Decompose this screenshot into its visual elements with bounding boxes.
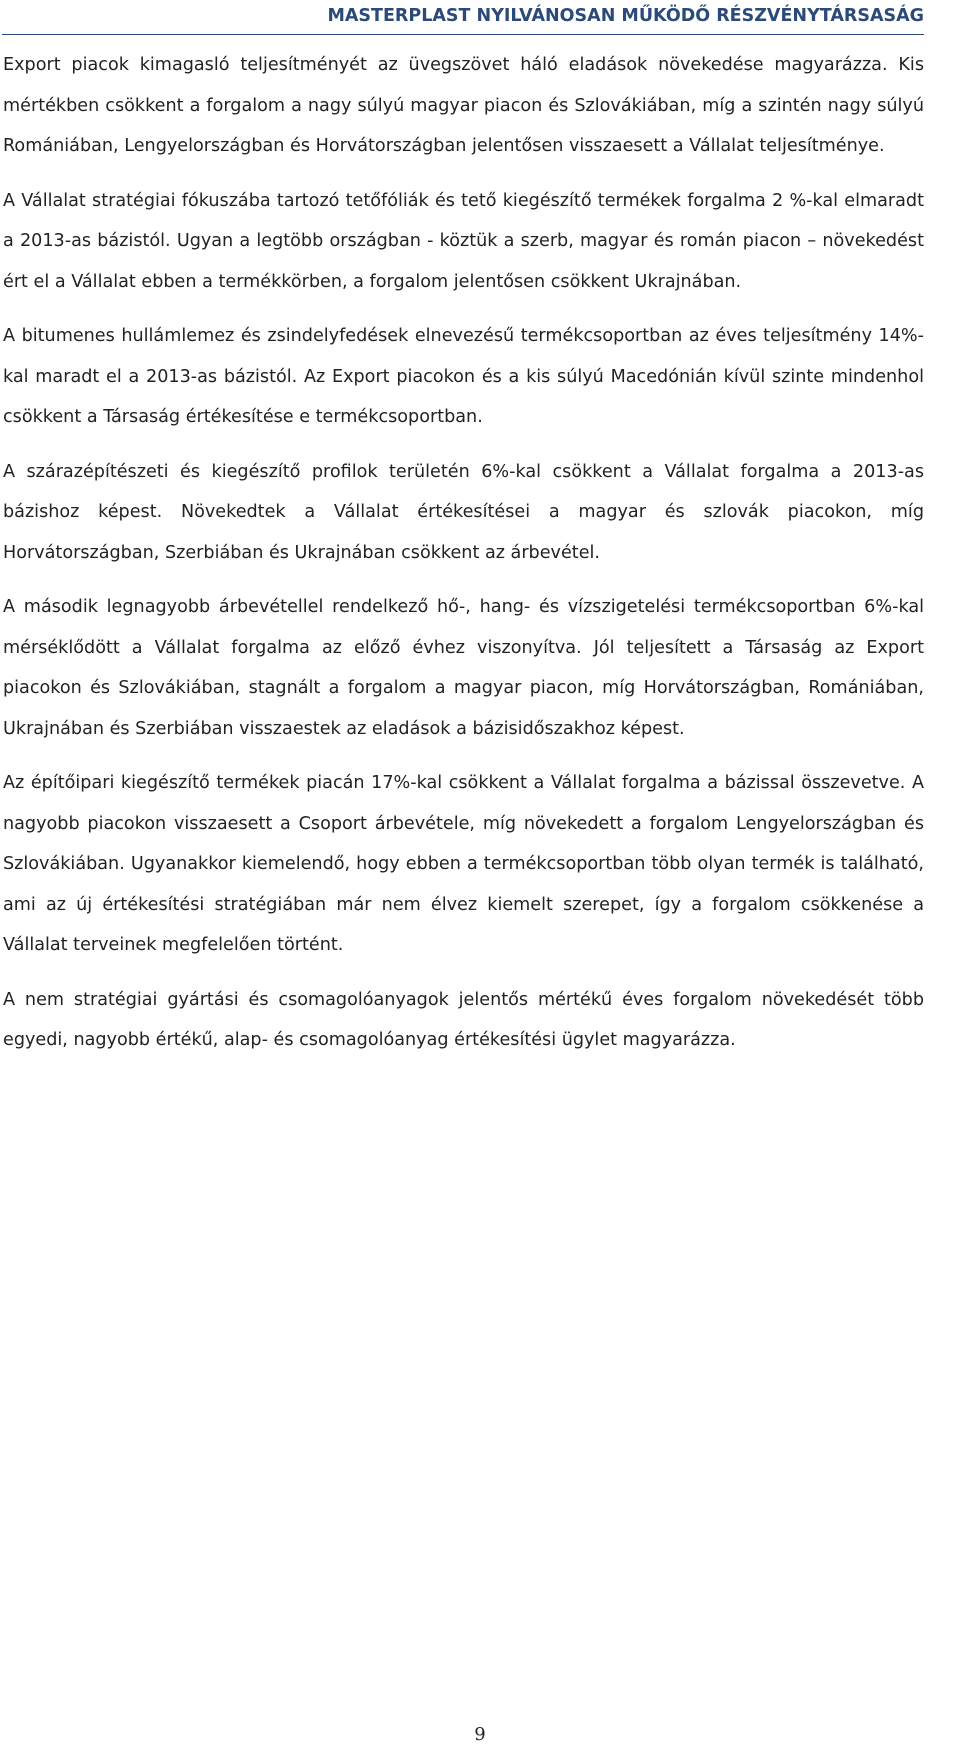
paragraph-export-markets: Export piacok kimagasló teljesítményét az üvegszövet háló eladások növekedése magyarázza. Kis mértékben csökkent a forgalom a nagy súlyú magyar piacon és Szlovákiában, míg a szintén nagy súlyú Romániában, Lengyelországban és Horvátországban jelentősen visszaesett a Vállalat teljesítménye. — [3, 55, 924, 156]
paragraph-insulation: A második legnagyobb árbevétellel rendelkező hő-, hang- és vízszigetelési termékcsoportban 6%-kal mérséklődött a Vállalat forgalma az előző évhez viszonyítva. Jól teljesített a Társaság az Export piacokon és Szlovákiában, stagnált a forgalom a magyar piacon, míg Horvátországban, Romániában, Ukrajnában és Szerbiában visszaestek az eladások a bázisidőszakhoz képest. — [3, 597, 924, 739]
paragraph-construction-accessories: Az építőipari kiegészítő termékek piacán 17%-kal csökkent a Vállalat forgalma a bázissal összevetve. A nagyobb piacokon visszaesett a Csoport árbevétele, míg növekedett a forgalom Lengyelországban és Szlovákiában. Ugyanakkor kiemelendő, hogy ebben a termékcsoportban több olyan termék is található, ami az új értékesítési stratégiában már nem élvez kiemelt szerepet, így a forgalom csökkenése a Vállalat terveinek megfelelően történt. — [3, 773, 924, 955]
header-divider — [2, 34, 924, 35]
page-number: 9 — [474, 1724, 486, 1745]
paragraph-bitumen-shingles: A bitumenes hullámlemez és zsindelyfedések elnevezésű termékcsoportban az éves teljesítmény 14%-kal maradt el a 2013-as bázistól. Az Export piacokon és a kis súlyú Macedónián kívül szinte mindenhol csökkent a Társaság értékesítése e termékcsoportban. — [3, 326, 924, 427]
document-body — [3, 45, 924, 1075]
paragraph-roof-foils: A Vállalat stratégiai fókuszába tartozó tetőfóliák és tető kiegészítő termékek forgalma 2 %-kal elmaradt a 2013-as bázistól. Ugyan a legtöbb országban - köztük a szerb, magyar és román piacon – növekedést ért el a Vállalat ebben a termékkörben, a forgalom jelentősen csökkent Ukrajnában. — [3, 190, 924, 292]
page-header-company-name: MASTERPLAST NYILVÁNOSAN MŰKÖDŐ RÉSZVÉNYTÁRSASÁG — [327, 6, 924, 26]
paragraph-non-strategic-materials: A nem stratégiai gyártási és csomagolóanyagok jelentős mértékű éves forgalom növekedését több egyedi, nagyobb értékű, alap- és csomagolóanyag értékesítési ügylet magyarázza. — [3, 989, 924, 1050]
paragraph-drywall-profiles: A szárazépítészeti és kiegészítő profilok területén 6%-kal csökkent a Vállalat forgalma a 2013-as bázishoz képest. Növekedtek a Vállalat értékesítései a magyar és szlovák piacokon, míg Horvátországban, Szerbiában és Ukrajnában csökkent az árbevétel. — [3, 461, 924, 563]
